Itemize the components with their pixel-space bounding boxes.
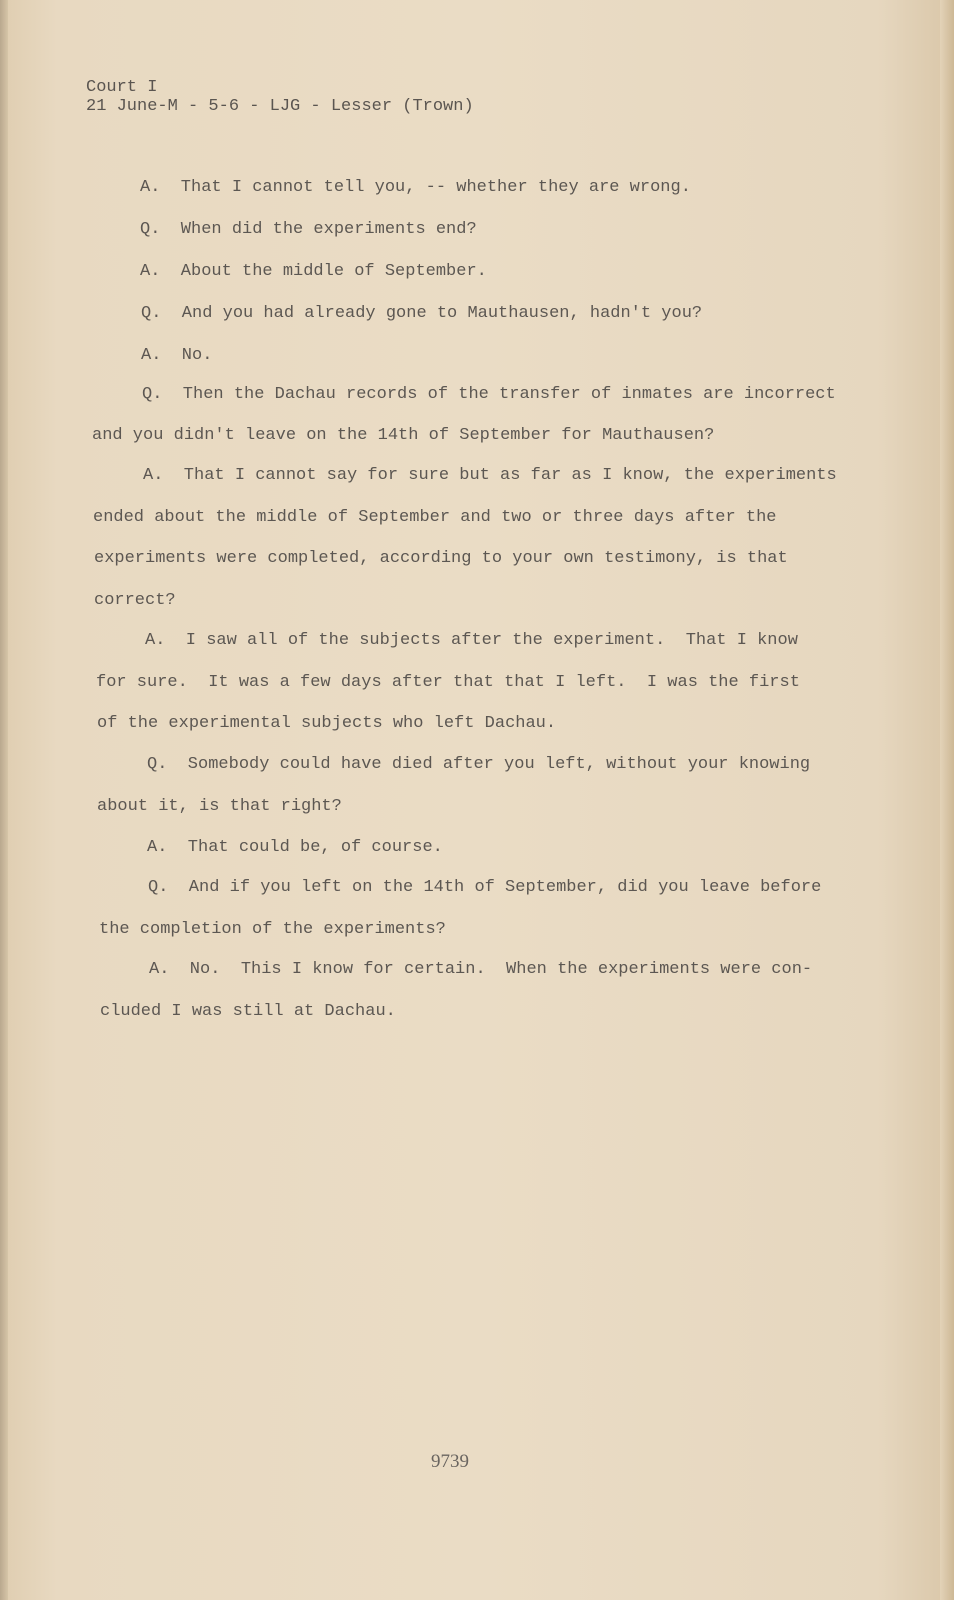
page-left-edge	[0, 0, 8, 1600]
page-number: 9739	[431, 1451, 469, 1472]
page-right-edge	[940, 0, 954, 1600]
testimony-line: experiments were completed, according to your own testimony, is that	[94, 549, 788, 568]
testimony-line: A. No.	[141, 346, 213, 365]
testimony-line: cluded I was still at Dachau.	[100, 1002, 396, 1021]
testimony-line: A. About the middle of September.	[140, 262, 487, 281]
testimony-line: ended about the middle of September and two or three days after the	[93, 508, 777, 527]
testimony-line: A. That I cannot say for sure but as far as I know, the experiments	[143, 466, 837, 485]
testimony-line: about it, is that right?	[97, 797, 342, 816]
testimony-line: A. That I cannot tell you, -- whether they are wrong.	[140, 178, 691, 197]
testimony-line: A. I saw all of the subjects after the experiment. That I know	[145, 631, 798, 650]
header-court: Court I	[86, 78, 158, 97]
header-session-info: 21 June-M - 5-6 - LJG - Lesser (Trown)	[86, 97, 474, 116]
testimony-line: Q. When did the experiments end?	[140, 220, 477, 239]
testimony-line: the completion of the experiments?	[99, 920, 446, 939]
testimony-line: Q. And you had already gone to Mauthausen, hadn't you?	[141, 304, 703, 323]
testimony-line: and you didn't leave on the 14th of September for Mauthausen?	[92, 426, 715, 445]
document-header	[86, 78, 474, 116]
testimony-line: of the experimental subjects who left Dachau.	[97, 714, 557, 733]
testimony-line: Q. Then the Dachau records of the transfer of inmates are incorrect	[142, 385, 836, 404]
testimony-line: Q. Somebody could have died after you left, without your knowing	[147, 755, 811, 774]
testimony-line: for sure. It was a few days after that that I left. I was the first	[96, 673, 800, 692]
testimony-line: Q. And if you left on the 14th of September, did you leave before	[148, 878, 822, 897]
testimony-line: A. No. This I know for certain. When the experiments were con-	[149, 960, 813, 979]
testimony-line: A. That could be, of course.	[147, 838, 443, 857]
testimony-line: correct?	[94, 591, 176, 610]
